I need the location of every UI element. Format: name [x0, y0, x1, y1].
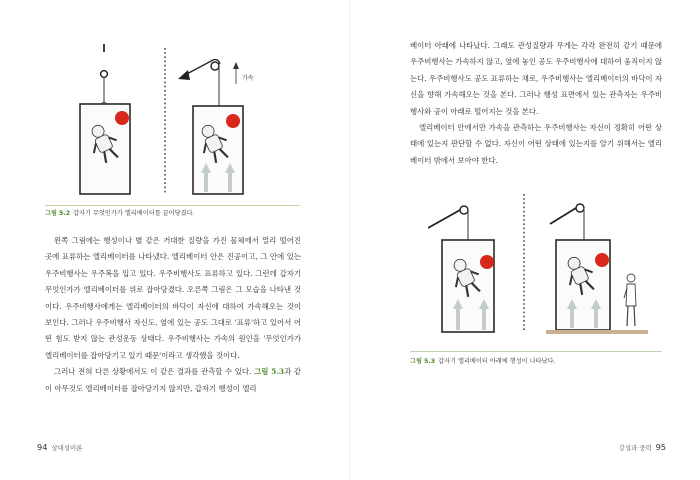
left-body-text [45, 233, 301, 397]
running-title: 상대성이론 [51, 444, 83, 452]
pulled-elevator-scene [178, 60, 243, 195]
right-page [350, 0, 700, 480]
paragraph [45, 364, 301, 397]
paragraph: 엘리베이터 안에서만 가속을 관측하는 우주비행사는 자신이 정확히 어떤 상태에 있는지 판단할 수 없다. 자신이 어떤 상태에 있는지를 알기 위해서는 엘리베이터 밖에서 보아야 한다. [410, 123, 662, 165]
planet-surface [546, 330, 648, 334]
right-body-text [410, 38, 662, 169]
paragraph-text: 그러나 전혀 다른 상황에서도 이 같은 결과를 관측할 수 있다. [54, 367, 252, 377]
left-folio [33, 442, 82, 452]
red-ball [595, 253, 609, 267]
page-number: 95 [655, 442, 666, 452]
caption-number: 그림 5.2 [45, 210, 71, 217]
elevator-car [442, 240, 494, 332]
figure-5-3-caption [410, 356, 556, 365]
caption-number: 그림 5.3 [410, 358, 436, 365]
figure-5-2-caption [45, 208, 195, 217]
caption-rule [410, 351, 662, 352]
caption-text: 갑자기 엘리베이터 아래에 행성이 나타났다. [438, 358, 556, 365]
right-folio [619, 442, 670, 452]
figure-5-2 [70, 44, 280, 202]
pulled-elevator-scene [428, 206, 494, 332]
red-ball [115, 111, 129, 125]
pull-arrow-head [178, 70, 190, 80]
running-title: 강성과 중력 [618, 444, 652, 452]
floating-elevator-scene [80, 44, 130, 194]
red-ball [226, 114, 240, 128]
paragraph-text: 과 같이 아무것도 엘리베이터를 잡아당기지 않지만, 갑자기 행성이 엘리 [45, 367, 301, 393]
observer-figure [624, 274, 636, 326]
figure-5-2-illustration [70, 44, 280, 202]
figure-5-3 [428, 188, 648, 340]
page-number: 94 [37, 442, 48, 452]
figure-reference-link[interactable]: 그림 5.3 [254, 367, 285, 377]
figure-5-3-illustration [428, 188, 648, 340]
caption-rule [45, 205, 300, 206]
paragraph: 베이터 아래에 나타났다. 그래도 관성질량과 무게는 각각 완전히 같기 때문에 우주비행사는 가속하지 않고, 옆에 놓인 공도 우주비행사에 대하여 움직이지 않는다. 우주비행사도 공도 표류하는 채로, 우주비행사는 엘리베이터의 바닥이 자신을 향해 가속해오는 것을 본다. 그러나 행성 표면에서 있는 관측자는 우주비행사와 공이 아래로 떨어지는 것을 본다. [410, 41, 662, 116]
acceleration-label: 가속 [242, 75, 254, 82]
planet-elevator-scene [546, 204, 648, 334]
caption-text: 갑자기 무엇인가가 엘리베이터를 끌어당겼다. [73, 210, 195, 217]
paragraph: 왼쪽 그림에는 행성이나 별 같은 거대한 질량을 가진 물체에서 멀리 떨어진 곳에 표류하는 엘리베이터를 나타냈다. 엘리베이터 안은 진공이고, 그 안에 있는 우주비행사는 우주복을 입고 있다. 우주비행사도 표류하고 있다. 그런데 갑자기 무엇인가가 엘리베이터를 위로 잡아당겼다. 오른쪽 그림은 그 모습을 나타낸 것이다. 우주비행사에게는 엘리베이터의 바닥이 자신에 대하여 가속해오는 것이 보인다. 그러나 우주비행사 자신도, 옆에 있는 공도 그대로 '표류'하고 있어서 어떤 힘도 받지 않는 관성운동 상태다. 우주비행사는 가속의 원인을 '무엇인가가 엘리베이터를 잡아당기고 있기 때문'이라고 생각했을 것이다. [45, 236, 301, 360]
red-ball [480, 255, 494, 269]
